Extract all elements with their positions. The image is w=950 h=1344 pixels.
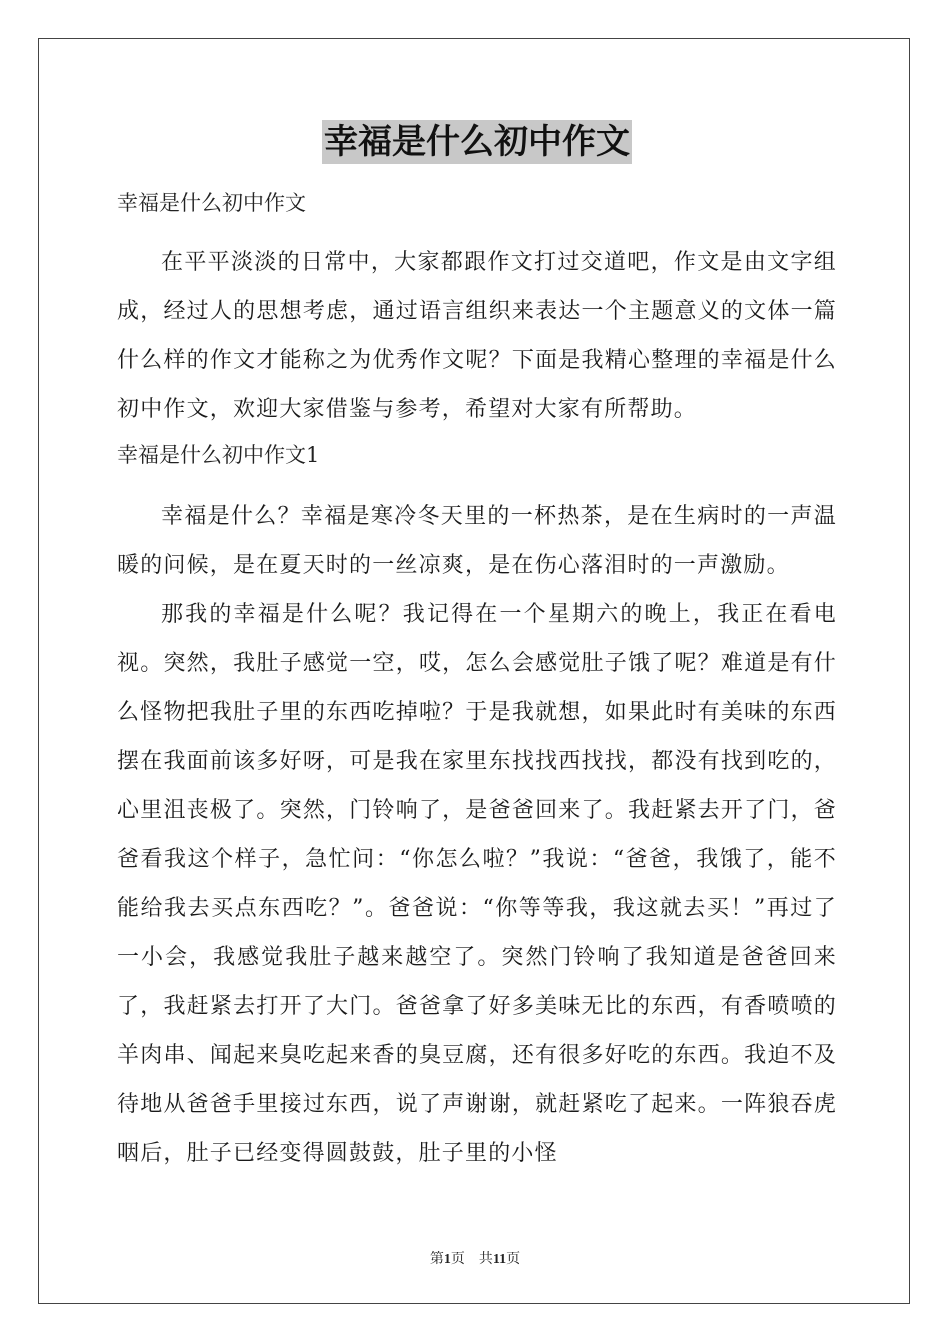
footer-page-number: 1 xyxy=(443,1252,451,1267)
document-title xyxy=(117,120,837,176)
title-text: 幸福是什么初中作文 xyxy=(324,122,630,162)
document-subtitle: 幸福是什么初中作文 xyxy=(117,191,306,215)
section-heading: 幸福是什么初中作文1 xyxy=(117,443,320,467)
intro-paragraph: 在平平淡淡的日常中，大家都跟作文打过交道吧，作文是由文字组成，经过人的思想考虑，通过语言组织来表达一个主题意义的文体一篇什么样的作文才能称之为优秀作文呢？下面是我精心整理的幸福是什么初中作文，欢迎大家借鉴与参考，希望对大家有所帮助。 xyxy=(117,250,837,422)
footer-prefix: 第 xyxy=(429,1252,444,1267)
document-body xyxy=(117,120,837,1178)
footer-page-suffix: 页 xyxy=(450,1252,465,1267)
footer-total-prefix: 共 xyxy=(478,1252,493,1267)
page-footer xyxy=(0,1248,950,1268)
body-paragraph-1: 幸福是什么？幸福是寒冷冬天里的一杯热茶，是在生病时的一声温暖的问候，是在夏天时的一丝凉爽，是在伤心落泪时的一声激励。 xyxy=(117,504,837,578)
footer-total-suffix: 页 xyxy=(506,1252,521,1267)
body-paragraph-2: 那我的幸福是什么呢？我记得在一个星期六的晚上，我正在看电视。突然，我肚子感觉一空，哎，怎么会感觉肚子饿了呢？难道是有什么怪物把我肚子里的东西吃掉啦？于是我就想，如果此时有美味的东西摆在我面前该多好呀，可是我在家里东找找西找找，都没有找到吃的，心里沮丧极了。突然，门铃响了，是爸爸回来了。我赶紧去开了门，爸爸看我这个样子，急忙问：“你怎么啦？”我说：“爸爸，我饿了，能不能给我去买点东西吃？”。爸爸说：“你等等我，我这就去买！”再过了一小会，我感觉我肚子越来越空了。突然门铃响了我知道是爸爸回来了，我赶紧去打开了大门。爸爸拿了好多美味无比的东西，有香喷喷的羊肉串、闻起来臭吃起来香的臭豆腐，还有很多好吃的东西。我迫不及待地从爸爸手里接过东西，说了声谢谢，就赶紧吃了起来。一阵狼吞虎咽后，肚子已经变得圆鼓鼓，肚子里的小怪 xyxy=(117,602,837,1166)
footer-total-pages: 11 xyxy=(492,1252,507,1267)
